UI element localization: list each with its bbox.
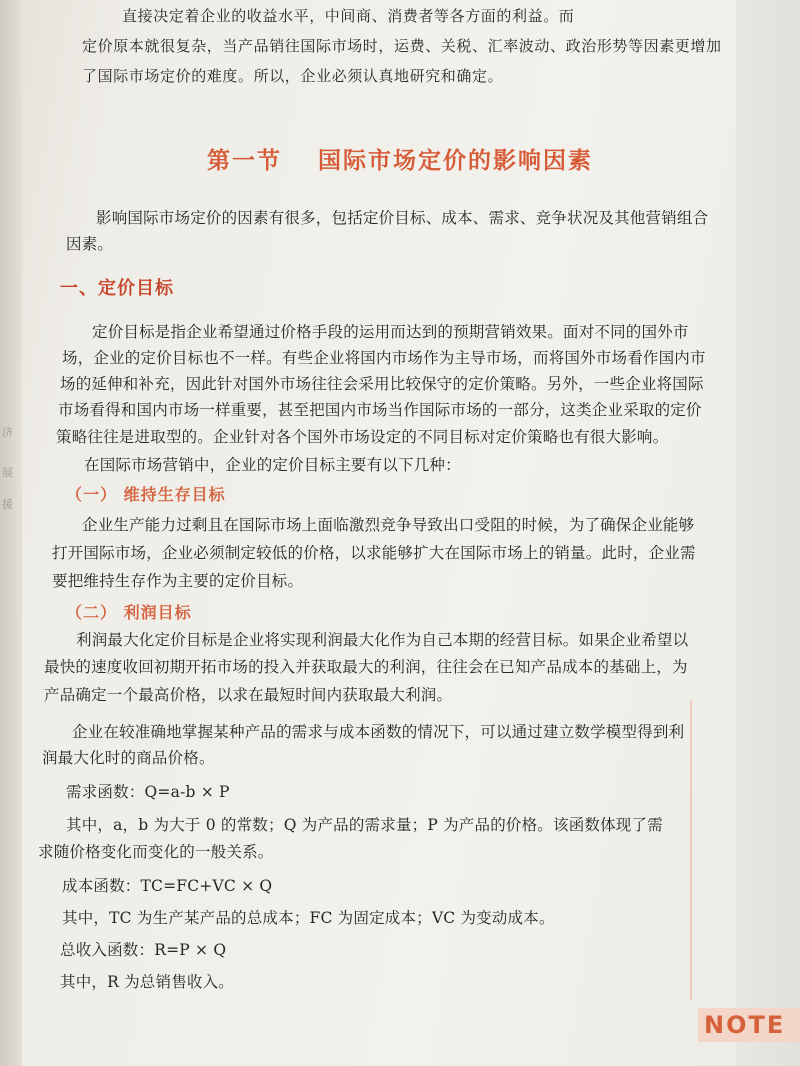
subheading-profit: （二） 利润目标 [66,603,192,622]
section-title-text: 国际市场定价的影响因素 [318,148,593,174]
text-line: 场，企业的定价目标也不一样。有些企业将国内市场作为主导市场，而将国外市场看作国内市 [62,349,706,367]
intro-line: 影响国际市场定价的因素有很多，包括定价目标、成本、需求、竞争状况及其他营销组合 [96,209,709,227]
text-line: 利润最大化定价目标是企业将实现利润最大化作为自己本期的经营目标。如果企业希望以 [76,631,689,649]
text-line: 在国际市场营销中，企业的定价目标主要有以下几种： [84,456,461,474]
section-number: 第一节 [207,148,282,174]
text-line: 了国际市场定价的难度。所以，企业必须认真地研究和确定。 [82,67,504,85]
text-line: 企业生产能力过剩且在国际市场上面临激烈竞争导致出口受阻的时候，为了确保企业能够 [82,516,695,534]
margin-fragment: 展 [2,466,13,479]
text-line: 最快的速度收回初期开拓市场的投入并获取最大的利润，往往会在已知产品成本的基础上，为 [44,658,688,676]
text-line: 直接决定着企业的收益水平，中间商、消费者等各方面的利益。而 [122,7,575,25]
text-line: 定价原本就很复杂，当产品销往国际市场时，运费、关税、汇率波动、政治形势等因素更增加 [82,37,722,55]
demand-function: 需求函数：Q=a-b × P [66,783,230,801]
text-line: 市场看得和国内市场一样重要，甚至把国内市场当作国际市场的一部分，这类企业采取的定价 [58,401,702,419]
text-line: 润最大化时的商品价格。 [42,749,215,767]
text-line: 策略往往是进取型的。企业针对各个国外市场设定的不同目标对定价策略也有很大影响。 [56,428,669,446]
text-line: 场的延伸和补充，因此针对国外市场往往会采用比较保守的定价策略。另外，一些企业将国际 [60,375,704,393]
intro-line: 因素。 [66,235,114,253]
text-line: 定价目标是指企业希望通过价格手段的运用而达到的预期营销效果。面对不同的国外市 [92,323,689,341]
margin-fragment: 援 [2,498,13,511]
margin-fragment: 济 [2,426,13,439]
text-line: 产品确定一个最高价格，以求在最短时间内获取最大利润。 [44,686,453,704]
note-margin-rule [690,700,692,1000]
cost-function: 成本函数：TC=FC+VC × Q [62,877,273,895]
section-title [0,142,800,175]
subheading-survival: （一） 维持生存目标 [66,485,226,504]
text-line: 打开国际市场，企业必须制定较低的价格，以求能够扩大在国际市场上的销量。此时，企业需 [52,544,696,562]
text-line: 其中，a，b 为大于 0 的常数；Q 为产品的需求量；P 为产品的价格。该函数体现了需 [66,816,663,834]
revenue-function: 总收入函数：R=P × Q [60,941,227,959]
heading-pricing-goal: 一、定价目标 [60,278,174,299]
note-label: NOTE [698,1008,800,1042]
text-line: 要把维持生存作为主要的定价目标。 [52,572,304,590]
text-line: 求随价格变化而变化的一般关系。 [38,843,274,861]
text-line: 其中，TC 为生产某产品的总成本；FC 为固定成本；VC 为变动成本。 [62,909,555,927]
text-line: 企业在较准确地掌握某种产品的需求与成本函数的情况下，可以通过建立数学模型得到利 [72,723,685,741]
text-line: 其中，R 为总销售收入。 [60,973,234,991]
